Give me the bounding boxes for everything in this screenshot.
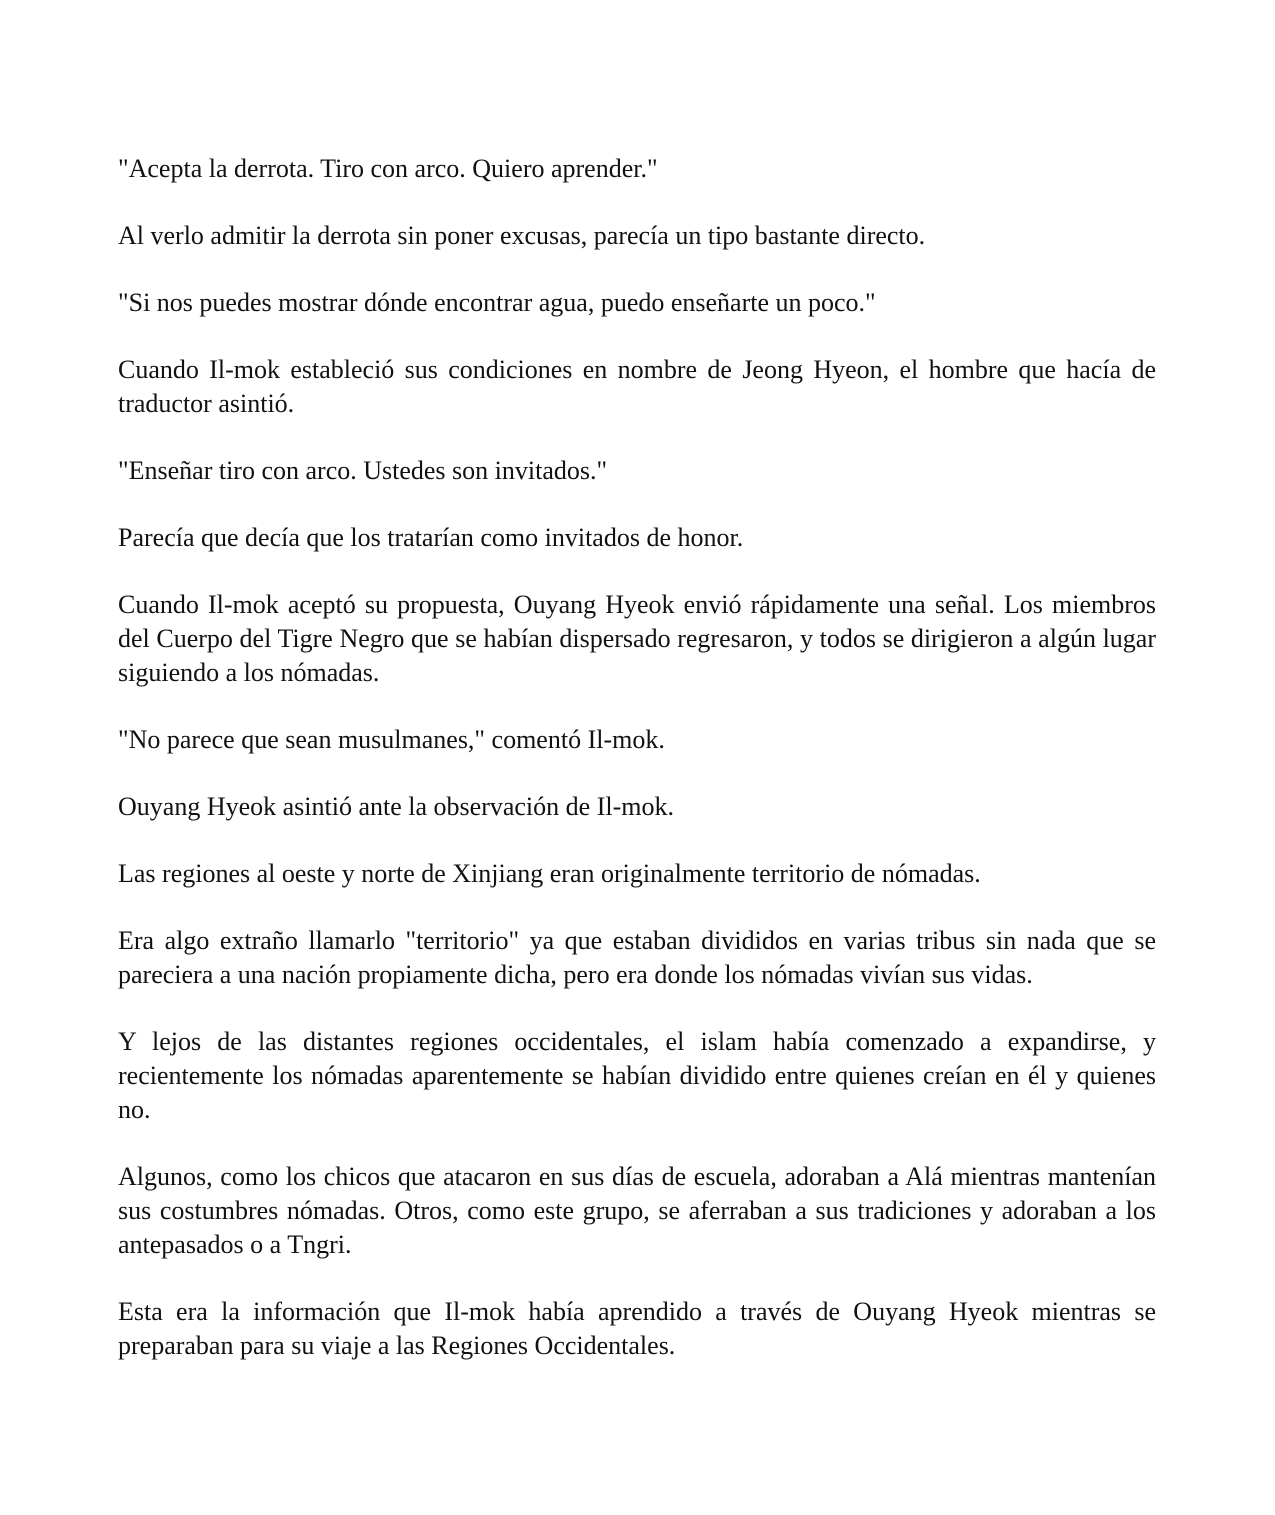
paragraph: Esta era la información que Il-mok había aprendido a través de Ouyang Hyeok mientras se preparaban para su viaje a las Regiones Occidentales.: [118, 1297, 1156, 1360]
paragraph: Parecía que decía que los tratarían como invitados de honor.: [118, 523, 744, 552]
document-page: [118, 152, 1156, 1363]
paragraph: "Acepta la derrota. Tiro con arco. Quiero aprender.": [118, 154, 658, 183]
paragraph: "Enseñar tiro con arco. Ustedes son invitados.": [118, 456, 608, 485]
paragraph: "Si nos puedes mostrar dónde encontrar agua, puedo enseñarte un poco.": [118, 288, 876, 317]
paragraph: Cuando Il-mok estableció sus condiciones en nombre de Jeong Hyeon, el hombre que hacía de traductor asintió.: [118, 355, 1156, 418]
paragraph: Al verlo admitir la derrota sin poner excusas, parecía un tipo bastante directo.: [118, 221, 926, 250]
paragraph: Cuando Il-mok aceptó su propuesta, Ouyang Hyeok envió rápidamente una señal. Los miembros del Cuerpo del Tigre Negro que se habían dispersado regresaron, y todos se dirigieron a algún lugar siguiendo a los nómadas.: [118, 590, 1156, 687]
paragraph: Las regiones al oeste y norte de Xinjiang eran originalmente territorio de nómadas.: [118, 859, 981, 888]
paragraph: "No parece que sean musulmanes," comentó Il-mok.: [118, 725, 665, 754]
paragraph: Era algo extraño llamarlo "territorio" ya que estaban divididos en varias tribus sin nada que se pareciera a una nación propiamente dicha, pero era donde los nómadas vivían sus vidas.: [118, 926, 1156, 989]
paragraph: Ouyang Hyeok asintió ante la observación de Il-mok.: [118, 792, 674, 821]
paragraph: Y lejos de las distantes regiones occidentales, el islam había comenzado a expandirse, y recientemente los nómadas aparentemente se habían dividido entre quienes creían en él y quienes no.: [118, 1027, 1156, 1124]
paragraph: Algunos, como los chicos que atacaron en sus días de escuela, adoraban a Alá mientras mantenían sus costumbres nómadas. Otros, como este grupo, se aferraban a sus tradiciones y adoraban a los antepasados o a Tngri.: [118, 1162, 1156, 1259]
